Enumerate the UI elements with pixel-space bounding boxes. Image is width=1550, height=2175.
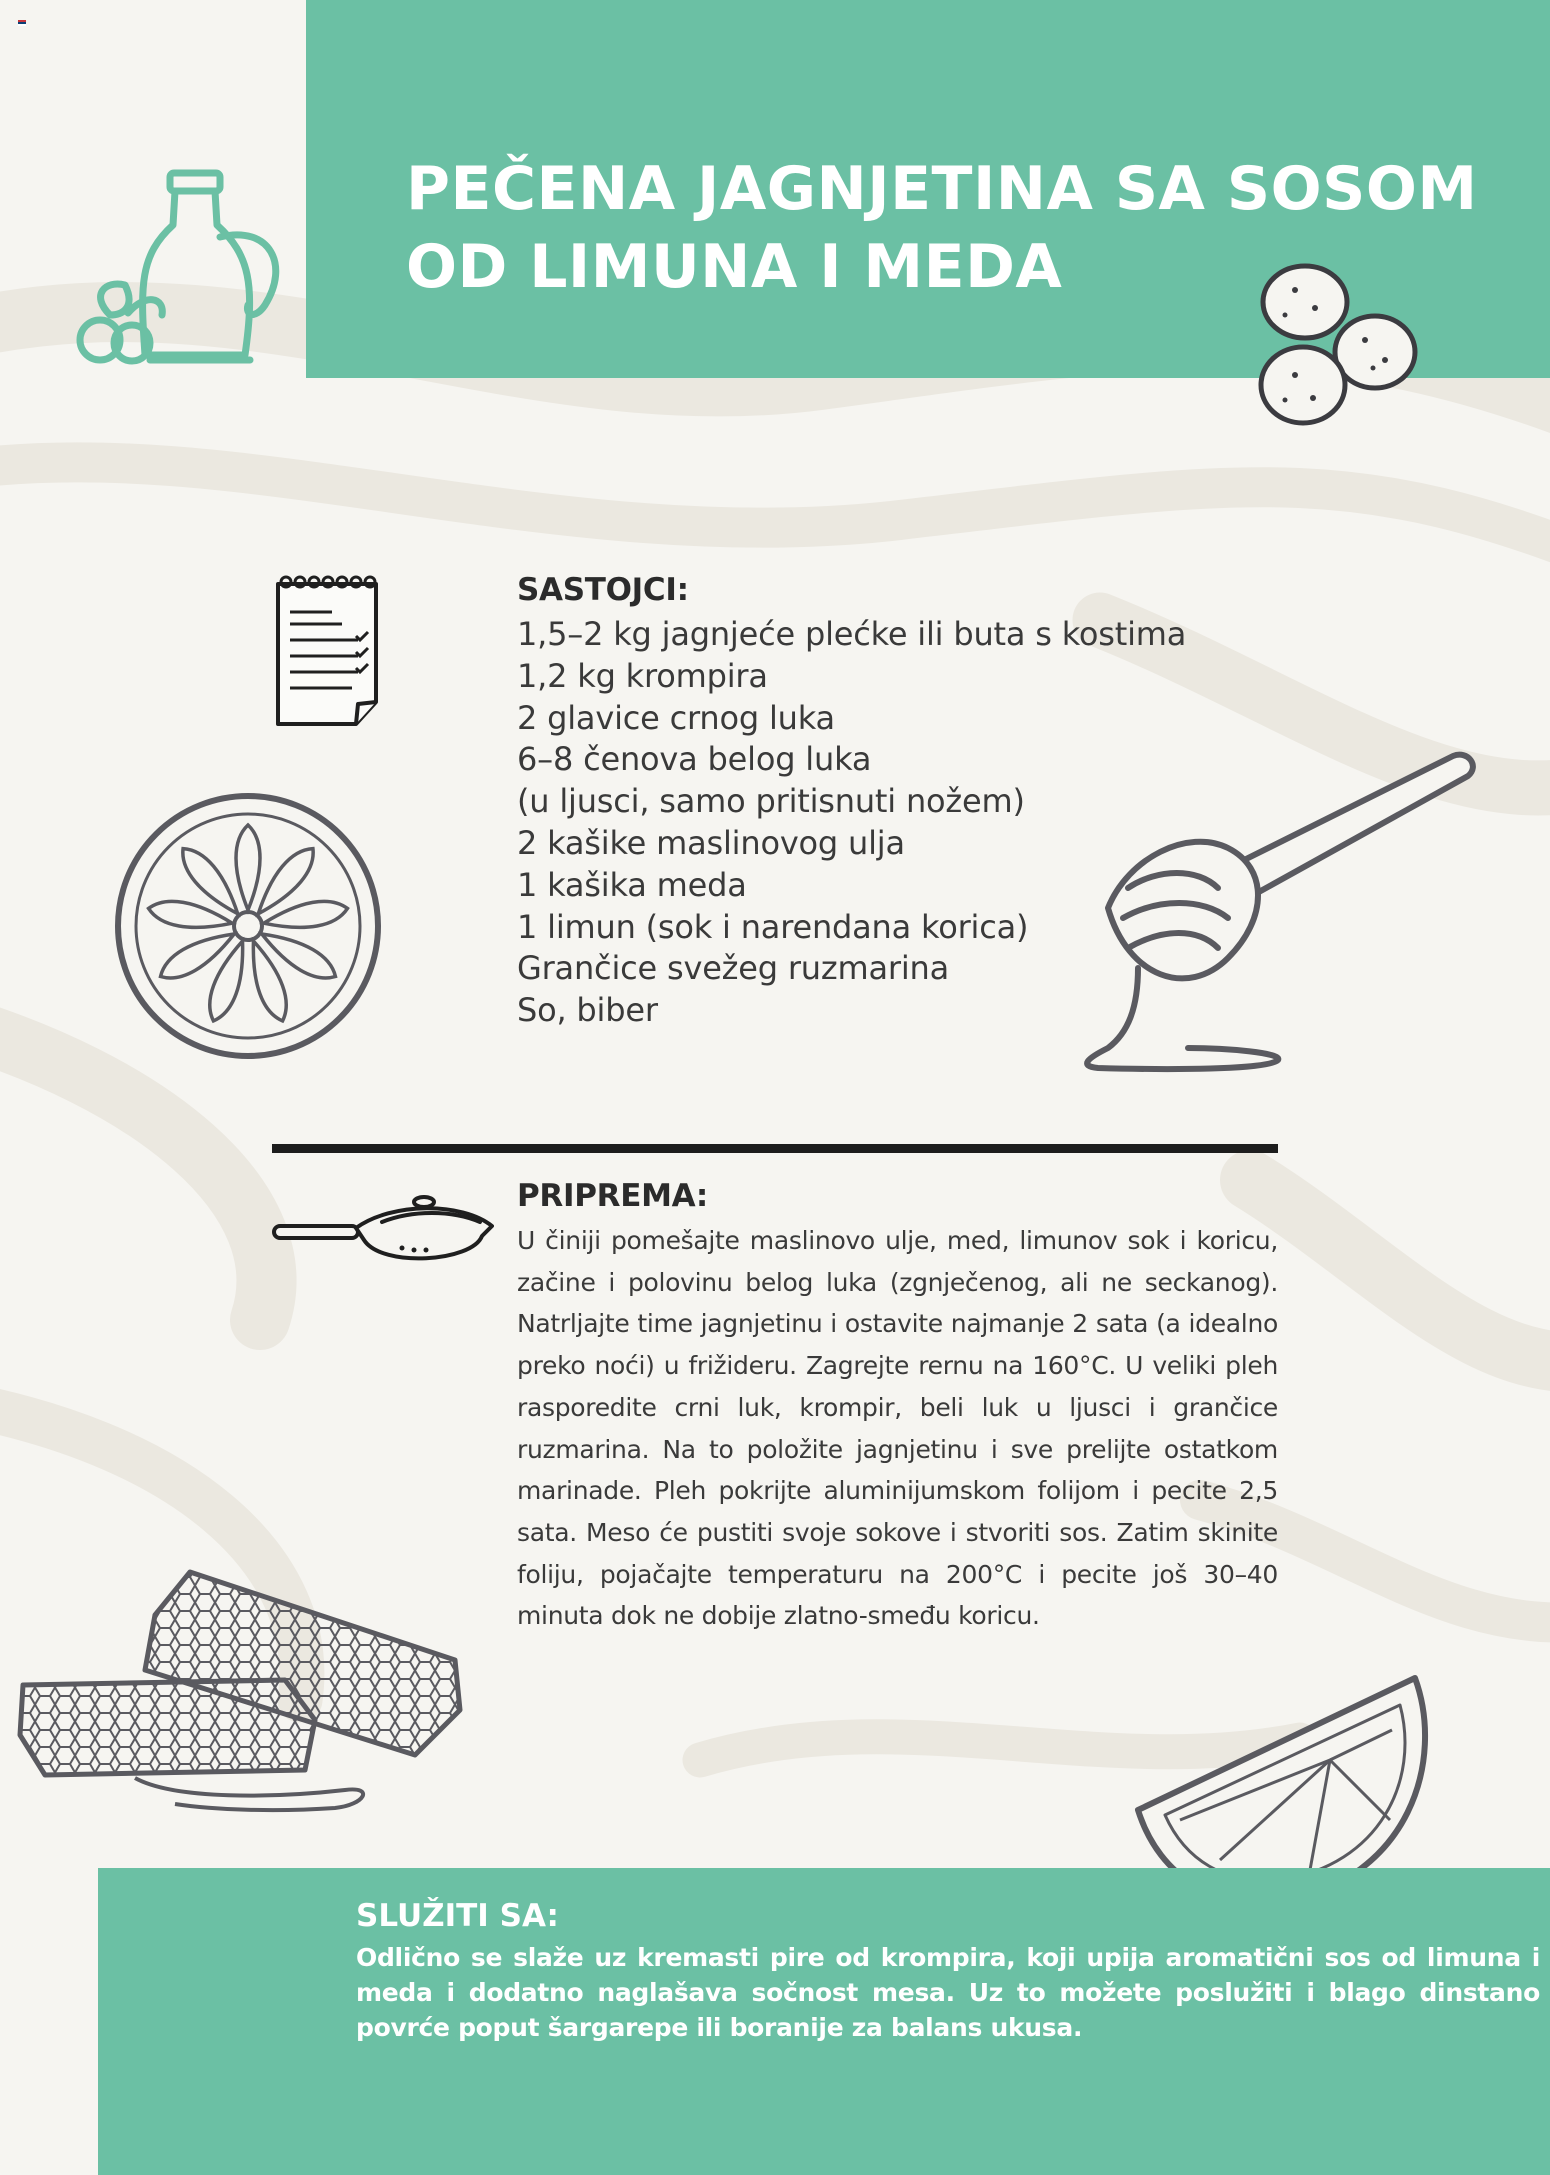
- chickpeas-icon: [1255, 260, 1420, 430]
- ingredient-item: (u ljusci, samo pritisnuti nožem): [517, 782, 1025, 821]
- ingredient-item: 1 kašika meda: [517, 865, 747, 904]
- section-divider: [272, 1144, 1278, 1153]
- serving-panel: [98, 1868, 1550, 2175]
- title-line-2: OD LIMUNA I MEDA: [406, 232, 1063, 302]
- ingredient-item: 1 limun (sok i narendana korica): [517, 907, 1029, 946]
- serving-heading: SLUŽITI SA:: [356, 1898, 559, 1934]
- ingredients-heading: SASTOJCI:: [517, 572, 689, 608]
- preparation-heading: PRIPREMA:: [517, 1178, 709, 1214]
- ingredient-item: 2 kašike maslinovog ulja: [517, 823, 905, 862]
- ingredients-list: [517, 614, 1186, 1032]
- ingredient-item: 1,2 kg krompira: [517, 656, 768, 695]
- notepad-checklist-icon: [272, 574, 384, 728]
- ingredient-item: Grančice svežeg ruzmarina: [517, 949, 950, 988]
- ingredient-item: 2 glavice crnog luka: [517, 698, 835, 737]
- ingredient-item: 6–8 čenova belog luka: [517, 740, 872, 779]
- flag-mark: [18, 20, 26, 26]
- preparation-text: U činiji pomešajte maslinovo ulje, med, limunov sok i koricu, začine i polovinu belog luka (zgnječenog, ali ne seckanog). Natrljajte time jagnjetinu i ostavite najmanje 2 sata (a idealno preko noći) u frižideru. Zagrejte rernu na 160°C. U veliki pleh rasporedite crni luk, krompir, beli luk u ljusci i grančice ruzmarina. Na to položite jagnjetinu i sve prelijte ostatkom marinade. Pleh pokrijte aluminijumskom folijom i pecite 2,5 sata. Meso će pustiti svoje sokove i stvoriti sos. Zatim skinite foliju, pojačajte temperaturu na 200°C i pecite još 30–40 minuta dok ne dobije zlatno-smeđu koricu.: [517, 1226, 1278, 1631]
- lemon-slice-icon: [112, 790, 384, 1062]
- frying-pan-icon: [272, 1192, 494, 1272]
- ingredient-item: So, biber: [517, 991, 658, 1030]
- serving-text: Odlično se slaže uz kremasti pire od krompira, koji upija aromatični sos od limuna i meda i dodatno naglašava sočnost mesa. Uz to možete poslužiti i blago dinstano povrće poput šargarepe ili boranije za balans ukusa.: [356, 1943, 1540, 2042]
- ingredient-item: 1,5–2 kg jagnjeće plećke ili buta s kostima: [517, 615, 1187, 653]
- honeycomb-icon: [15, 1560, 470, 1815]
- title-line-1: PEČENA JAGNJETINA SA SOSOM: [406, 154, 1478, 224]
- oil-bottle-icon: [70, 165, 290, 380]
